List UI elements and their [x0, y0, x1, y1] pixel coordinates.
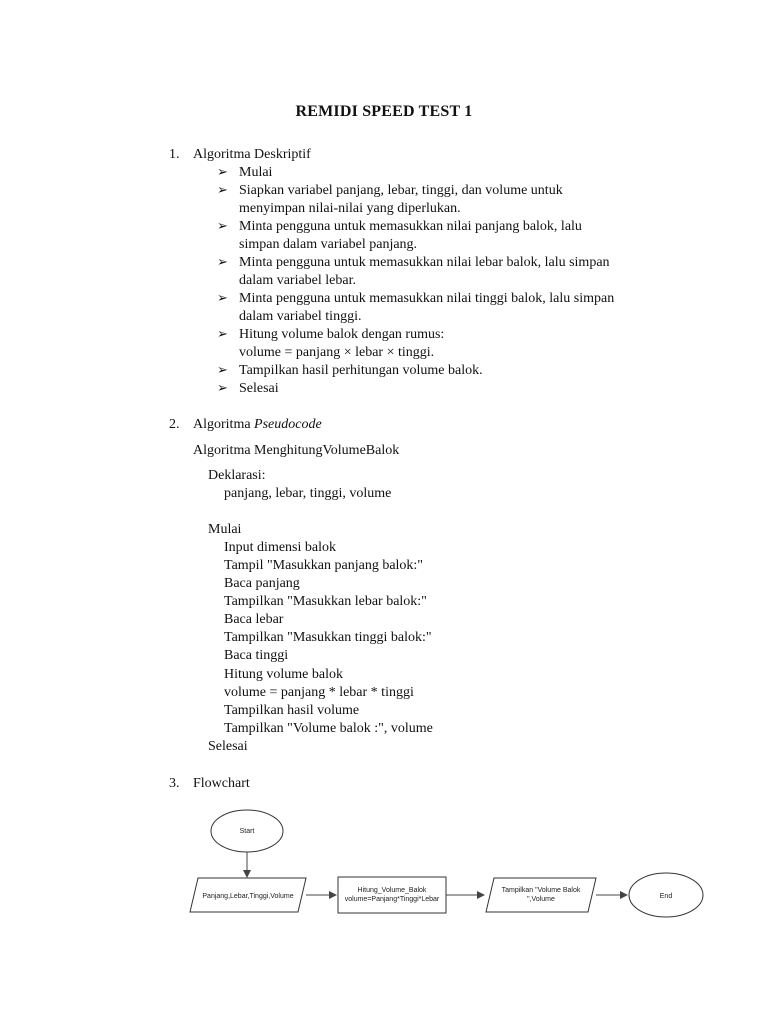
section-2-number: 2.	[169, 417, 180, 432]
pseudocode-step: Tampil "Masukkan panjang balok:"	[224, 558, 424, 573]
bullet-text-continued: dalam variabel tinggi.	[239, 309, 362, 324]
bullet-arrow-icon: ➢	[217, 219, 228, 234]
flowchart-process-label-line1: Hitung_Volume_Balok	[357, 887, 427, 894]
pseudocode-step: Baca tinggi	[224, 648, 289, 663]
pseudocode-step: Tampilkan "Volume balok :", volume	[224, 721, 433, 736]
pseudocode-step: Baca panjang	[224, 576, 300, 591]
bullet-arrow-icon: ➢	[217, 255, 228, 270]
pseudocode-step: Input dimensi balok	[224, 540, 336, 555]
section-2-heading	[193, 416, 322, 434]
bullet-text: Hitung volume balok dengan rumus:	[239, 327, 445, 342]
bullet-text: Minta pengguna untuk memasukkan nilai tinggi balok, lalu simpan	[239, 291, 615, 306]
flowchart-start-label: Start	[239, 828, 255, 835]
flowchart-output-label-line1: Tampilkan "Volume Balok	[501, 887, 581, 894]
flowchart-end-label: End	[659, 893, 673, 900]
flowchart-start-node	[211, 810, 283, 852]
bullet-text: Siapkan variabel panjang, lebar, tinggi, dan volume untuk	[239, 183, 563, 198]
pseudocode-step: Tampilkan hasil volume	[224, 703, 360, 718]
flowchart-output-label-line2: ",Volume	[527, 896, 555, 903]
bullet-text: Tampilkan hasil perhitungan volume balok.	[239, 363, 483, 378]
pseudocode-declaration-label: Deklarasi:	[208, 468, 266, 483]
pseudocode-begin: Mulai	[208, 522, 242, 537]
section-1-number: 1.	[169, 147, 180, 162]
bullet-text: Selesai	[239, 381, 279, 396]
section-2-heading-italic: Pseudocode	[254, 417, 322, 432]
document-title: REMIDI SPEED TEST 1	[295, 103, 473, 120]
flowchart-process-label-line2: volume=Panjang*Tinggi*Lebar	[344, 896, 440, 903]
section-2-heading-prefix: Algoritma	[193, 417, 255, 432]
pseudocode-step: Hitung volume balok	[224, 667, 343, 682]
pseudocode-step: Baca lebar	[224, 612, 284, 627]
flowchart	[186, 806, 706, 926]
pseudocode-step: volume = panjang * lebar * tinggi	[224, 685, 414, 700]
bullet-arrow-icon: ➢	[217, 183, 228, 198]
bullet-arrow-icon: ➢	[217, 165, 228, 180]
section-3-heading: Flowchart	[193, 776, 250, 791]
flowchart-output-node	[486, 878, 596, 912]
pseudocode-declaration-vars: panjang, lebar, tinggi, volume	[224, 486, 392, 501]
bullet-text-continued: simpan dalam variabel panjang.	[239, 237, 418, 252]
bullet-arrow-icon: ➢	[217, 381, 228, 396]
pseudocode-end: Selesai	[208, 739, 248, 754]
bullet-text-continued: dalam variabel lebar.	[239, 273, 356, 288]
flowchart-input-label: Panjang,Lebar,Tinggi,Volume	[202, 893, 294, 900]
pseudocode-step: Tampilkan "Masukkan tinggi balok:"	[224, 630, 432, 645]
bullet-arrow-icon: ➢	[217, 363, 228, 378]
section-3-number: 3.	[169, 776, 180, 791]
pseudocode-algo-name: Algoritma MenghitungVolumeBalok	[193, 443, 400, 458]
bullet-text: Minta pengguna untuk memasukkan nilai panjang balok, lalu	[239, 219, 582, 234]
flowchart-end-node	[629, 873, 703, 917]
bullet-text-continued: menyimpan nilai-nilai yang diperlukan.	[239, 201, 461, 216]
flowchart-process-node	[338, 877, 446, 913]
section-1-heading: Algoritma Deskriptif	[193, 147, 311, 162]
bullet-text: Minta pengguna untuk memasukkan nilai lebar balok, lalu simpan	[239, 255, 610, 270]
bullet-arrow-icon: ➢	[217, 327, 228, 342]
flowchart-input-node	[190, 878, 306, 912]
bullet-text: Mulai	[239, 165, 273, 180]
pseudocode-step: Tampilkan "Masukkan lebar balok:"	[224, 594, 427, 609]
bullet-text-continued: volume = panjang × lebar × tinggi.	[239, 345, 435, 360]
bullet-arrow-icon: ➢	[217, 291, 228, 306]
